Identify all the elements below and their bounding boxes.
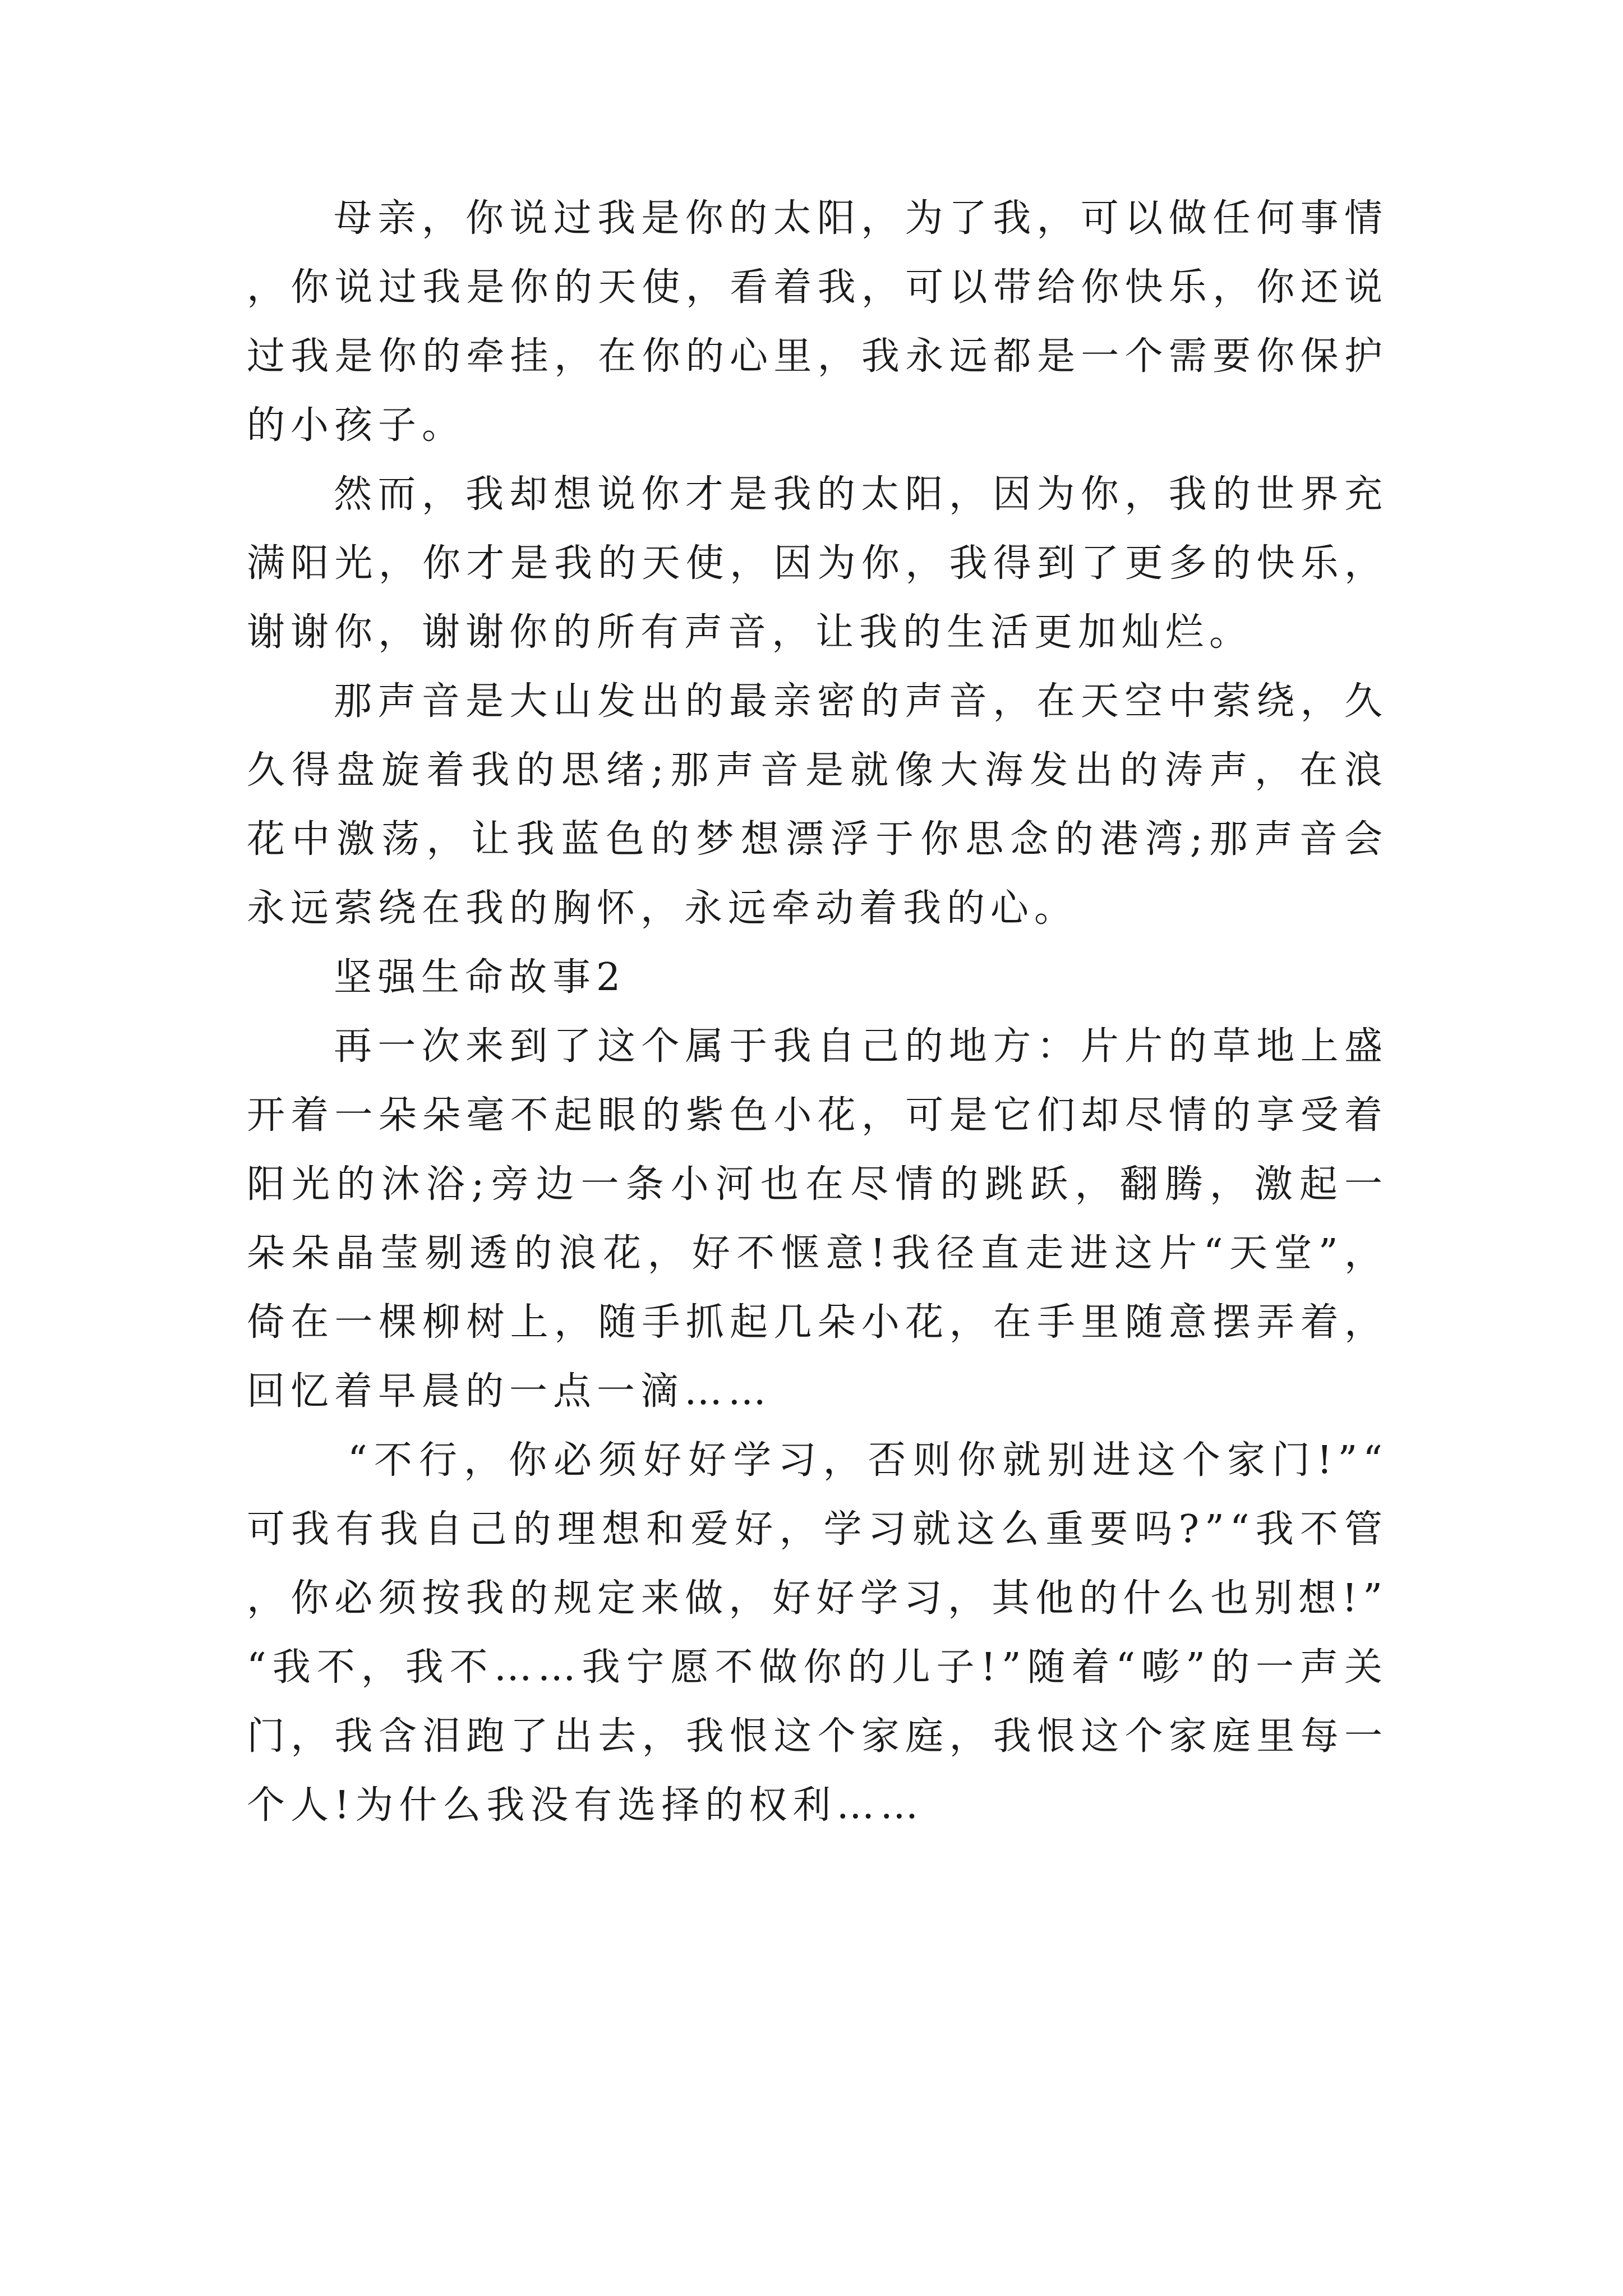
paragraph-mother-sun: 母亲，你说过我是你的太阳，为了我，可以做任何事情，你说过我是你的天使，看着我，可以带给你快乐，你还说过我是你的牵挂，在你的心里，我永远都是一个需要你保护的小孩子。 <box>247 196 1388 448</box>
paragraph-dialogue: “不行，你必须好好学习，否则你就别进这个家门!”“可我有我自己的理想和爱好，学习就这么重要吗?”“我不管，你必须按我的规定来做，好好学习，其他的什么也别想!”“我不，我不……我宁愿不做你的儿子!”随着“嘭”的一声关门，我含泪跑了出去，我恨这个家庭，我恨这个家庭里每一个人!为什么我没有选择的权利…… <box>247 1438 1388 1828</box>
paragraph-my-own-place: 再一次来到了这个属于我自己的地方：片片的草地上盛开着一朵朵毫不起眼的紫色小花，可是它们却尽情的享受着阳光的沐浴;旁边一条小河也在尽情的跳跃，翻腾，激起一朵朵晶莹剔透的浪花，好不惬意!我径直走进这片“天堂”，倚在一棵柳树上，随手抓起几朵小花，在手里随意摆弄着，回忆着早晨的一点一滴…… <box>247 1024 1388 1414</box>
paragraph-you-are-my-sun: 然而，我却想说你才是我的太阳，因为你，我的世界充满阳光，你才是我的天使，因为你，我得到了更多的快乐，谢谢你，谢谢你的所有声音，让我的生活更加灿烂。 <box>247 472 1388 655</box>
document-body <box>247 184 1388 1840</box>
section-heading: 坚强生命故事2 <box>334 955 626 1000</box>
paragraph-sound-of-mountain: 那声音是大山发出的最亲密的声音，在天空中萦绕，久久得盘旋着我的思绪;那声音是就像大海发出的涛声，在浪花中激荡，让我蓝色的梦想漂浮于你思念的港湾;那声音会永远萦绕在我的胸怀，永远牵动着我的心。 <box>247 679 1388 931</box>
